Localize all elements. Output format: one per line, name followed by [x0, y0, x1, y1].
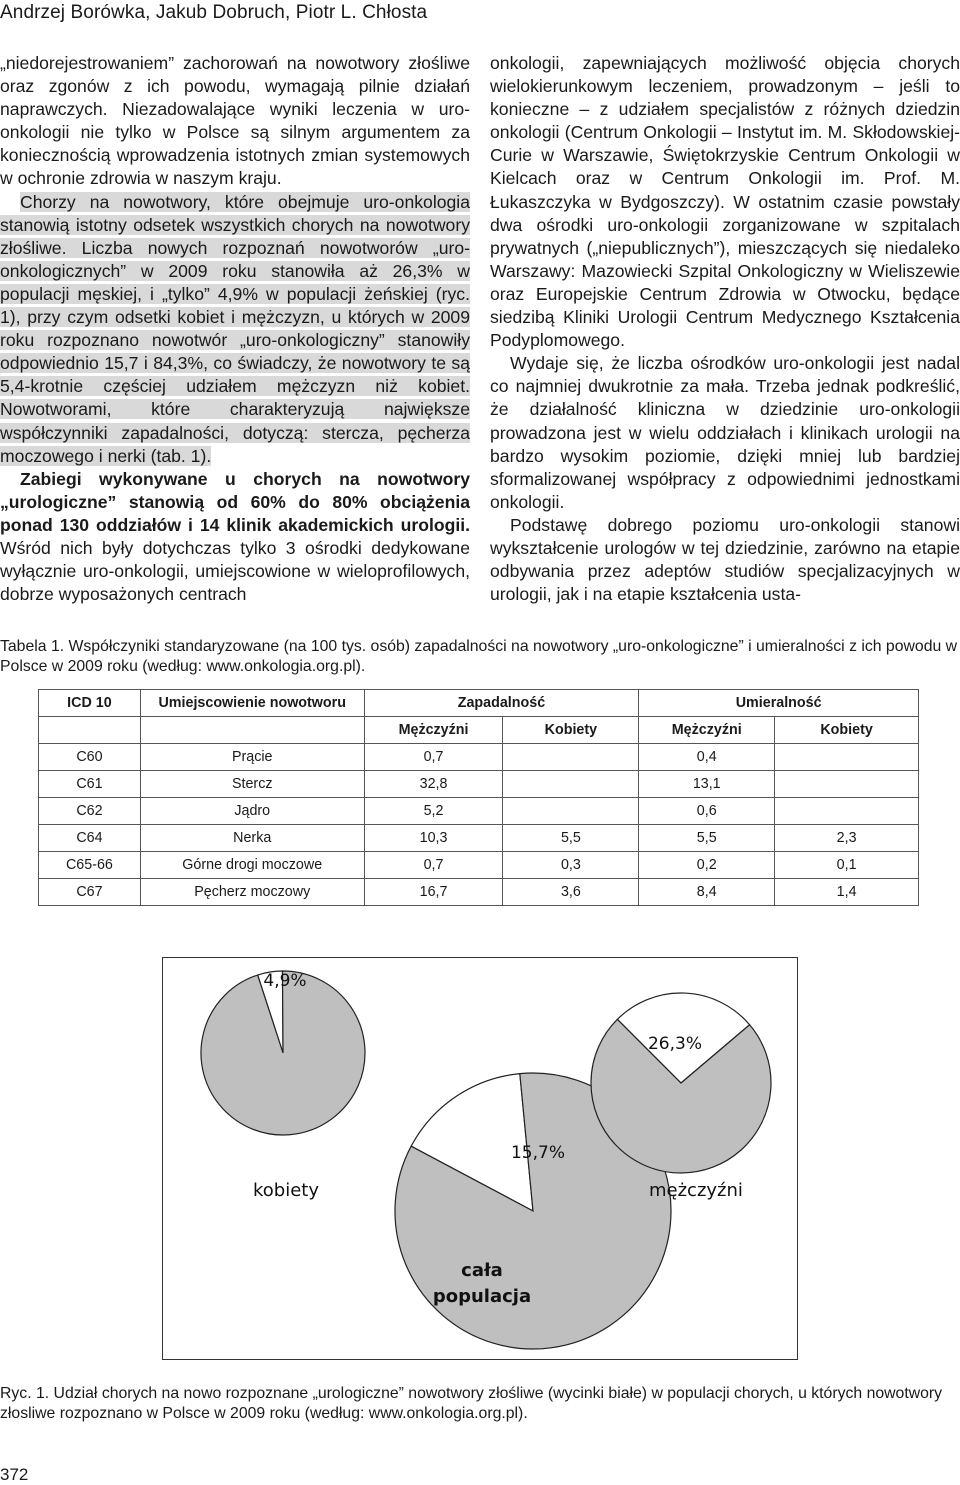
highlighted-sentence: Chorzy na nowotwory, które obejmuje uro-onkologia stanowią istotny odsetek wszystkich chorych na nowotwory złośliwe.: [0, 191, 470, 258]
pie-percent-label: 26,3%: [647, 1034, 703, 1054]
table-cell: C64: [39, 825, 141, 852]
table-subheader-women: Kobiety: [503, 717, 639, 744]
table-cell: 2,3: [775, 825, 919, 852]
table-row: [39, 771, 919, 798]
table-cell: 5,5: [503, 825, 639, 852]
table-cell: 1,4: [775, 879, 919, 906]
table-cell: 0,7: [364, 852, 503, 879]
table-subheader-blank: [140, 717, 364, 744]
table-cell: 0,6: [639, 798, 775, 825]
pie-kobiety: [201, 971, 365, 1135]
figure-caption: Ryc. 1. Udział chorych na nowo rozpoznane „urologiczne” nowotwory złośliwe (wycinki białe) w populacji chorych, u których nowotwory złosliwe rozpoznano w Polsce w 2009 roku (według: www.onkologia.org.pl).: [0, 1385, 943, 1422]
table-cell: 5,2: [364, 798, 503, 825]
paragraph-text: Wśród nich były dotychczas tylko 3 ośrodki dedykowane wyłącznie uro-onkologii, umiejscowione w wieloprofilowych, dobrze wyposażonych centrach: [0, 537, 470, 605]
table-subheader-men: Mężczyźni: [364, 717, 503, 744]
table-row: [39, 744, 919, 771]
highlighted-text: Liczba nowych rozpoznań nowotworów „uro-onkologicznych” w 2009 roku stanowiła aż 26,3% w populacji męskiej, i „tylko” 4,9% w populacji żeńskiej (ryc. 1), przy czym odsetki kobiet i mężczyzn, u których w 2009 roku rozpoznano nowotwór „uro-onkologiczny” stanowiły odpowiednio 15,7 i 84,3%, co świadczy, że nowotwory te są 5,4-krotnie częściej udziałem mężczyzn niż kobiet. Nowotworami, które charakteryzują największe współczynniki zapadalności, dotyczą: stercza, pęcherza moczowego i nerki (tab. 1).: [0, 237, 470, 466]
table-subheader-women: Kobiety: [775, 717, 919, 744]
right-paragraph-3: Podstawę dobrego poziomu uro-onkologii stanowi wykształcenie urologów w tej dziedzinie, zarówno na etapie odbywania przez adeptów studiów specjalizacyjnych w urologii, jak i na etapie kształcenia usta-: [490, 514, 960, 605]
table-cell: 0,2: [639, 852, 775, 879]
table-cell: [775, 744, 919, 771]
bold-sentence: Zabiegi wykonywane u chorych na nowotwory „urologiczne” stanowią od 60% do 80% obciążenia ponad 130 oddziałów i 14 klinik akademickich urologii.: [0, 468, 470, 535]
pie-percent-label: 4,9%: [263, 971, 307, 991]
table-cell: 0,4: [639, 744, 775, 771]
running-head-authors: Andrzej Borówka, Jakub Dobruch, Piotr L. Chłosta: [0, 2, 428, 23]
table-cell: 16,7: [364, 879, 503, 906]
table-cell: 3,6: [503, 879, 639, 906]
table-header-incidence: Zapadalność: [364, 690, 639, 717]
pie-label-population-line2: populacja: [432, 1286, 532, 1307]
table-cell: 8,4: [639, 879, 775, 906]
pie-label-population-line1: cała: [461, 1260, 503, 1281]
left-column: [0, 52, 470, 606]
table-cell: [503, 771, 639, 798]
table-cell: 0,1: [775, 852, 919, 879]
pie-percent-label: 15,7%: [510, 1143, 566, 1163]
table-cell: 32,8: [364, 771, 503, 798]
table-cell: Jądro: [140, 798, 364, 825]
table-cell: [503, 798, 639, 825]
table-header-icd: ICD 10: [39, 690, 141, 717]
table-cell: C62: [39, 798, 141, 825]
page-number: 372: [0, 1465, 29, 1484]
table-cell: 10,3: [364, 825, 503, 852]
table-row: [39, 825, 919, 852]
table-cell: Prącie: [140, 744, 364, 771]
table-cell: 0,3: [503, 852, 639, 879]
table-cell: [775, 798, 919, 825]
pie-label-women: kobiety: [253, 1180, 320, 1201]
table-cell: [775, 771, 919, 798]
table-subheader-men: Mężczyźni: [639, 717, 775, 744]
table-cell: 5,5: [639, 825, 775, 852]
left-paragraph-2: [0, 191, 470, 468]
left-paragraph-1: „niedorejestrowaniem” zachorowań na nowotwory złośliwe oraz zgonów z ich powodu, wymagają pilnie działań naprawczych. Niezadowalające wyniki leczenia w uro-onkologii nie tylko w Polsce są silnym argumentem za koniecznością wprowadzenia istotnych zmian systemowych w ochronie zdrowia w naszym kraju.: [0, 53, 470, 189]
right-paragraph-2: Wydaje się, że liczba ośrodków uro-onkologii jest nadal co najmniej dwukrotnie za mała. Trzeba jednak podkreślić, że działalność kliniczna w dziedzinie uro-onkologii prowadzona jest w wielu oddziałach i klinikach urologii na bardzo wysokim poziomie, dzięki mniej lub bardziej sformalizowanej współpracy z odpowiednimi jednostkami onkologii.: [490, 353, 960, 512]
table-row: [39, 798, 919, 825]
table-cell: Górne drogi moczowe: [140, 852, 364, 879]
pie-charts-figure: [162, 957, 798, 1360]
table-cell: C60: [39, 744, 141, 771]
table-cell: 13,1: [639, 771, 775, 798]
pie-charts-svg: [163, 958, 797, 1359]
left-paragraph-3: [0, 468, 470, 607]
table-row: [39, 879, 919, 906]
table-cell: Nerka: [140, 825, 364, 852]
pie-mezczyzni: [591, 993, 771, 1173]
right-paragraph-1: onkologii, zapewniających możliwość objęcia chorych wielokierunkowym leczeniem, prowadzonym – jeśli to konieczne – z udziałem specjalistów z różnych dziedzin onkologii (Centrum Onkologii – Instytut im. M. Skłodowskiej-Curie w Warszawie, Świętokrzyskie Centrum Onkologii w Kielcach oraz w Centrum Onkologii im. Prof. M. Łukaszczyka w Bydgoszczy). W ostatnim czasie powstały dwa ośrodki uro-onkologii zorganizowane w szpitalach prywatnych („niepublicznych”), mieszczących się niedaleko Warszawy: Mazowiecki Szpital Onkologiczny w Wieliszewie oraz Europejskie Centrum Zdrowia w Otwocku, będące siedzibą Kliniki Urologii Centrum Medycznego Kształcenia Podyplomowego.: [490, 53, 960, 351]
incidence-table: [38, 689, 919, 906]
table-cell: 0,7: [364, 744, 503, 771]
table-cell: C65-66: [39, 852, 141, 879]
right-column: [490, 52, 960, 606]
table-header-location: Umiejscowienie nowotworu: [140, 690, 364, 717]
table-caption: Tabela 1. Współczyniki standaryzowane (na 100 tys. osób) zapadalności na nowotwory „uro-onkologiczne” i umieralności z ich powodu w Polsce w 2009 roku (według: www.onkologia.org.pl).: [0, 638, 958, 675]
table-subheader-blank: [39, 717, 141, 744]
pie-label-men: mężczyźni: [649, 1180, 743, 1201]
table-cell: C67: [39, 879, 141, 906]
table-cell: C61: [39, 771, 141, 798]
table-cell: [503, 744, 639, 771]
table-header-mortality: Umieralność: [639, 690, 919, 717]
table-cell: Pęcherz moczowy: [140, 879, 364, 906]
pie-slice-other: [201, 971, 365, 1135]
table-row: [39, 852, 919, 879]
table-cell: Stercz: [140, 771, 364, 798]
